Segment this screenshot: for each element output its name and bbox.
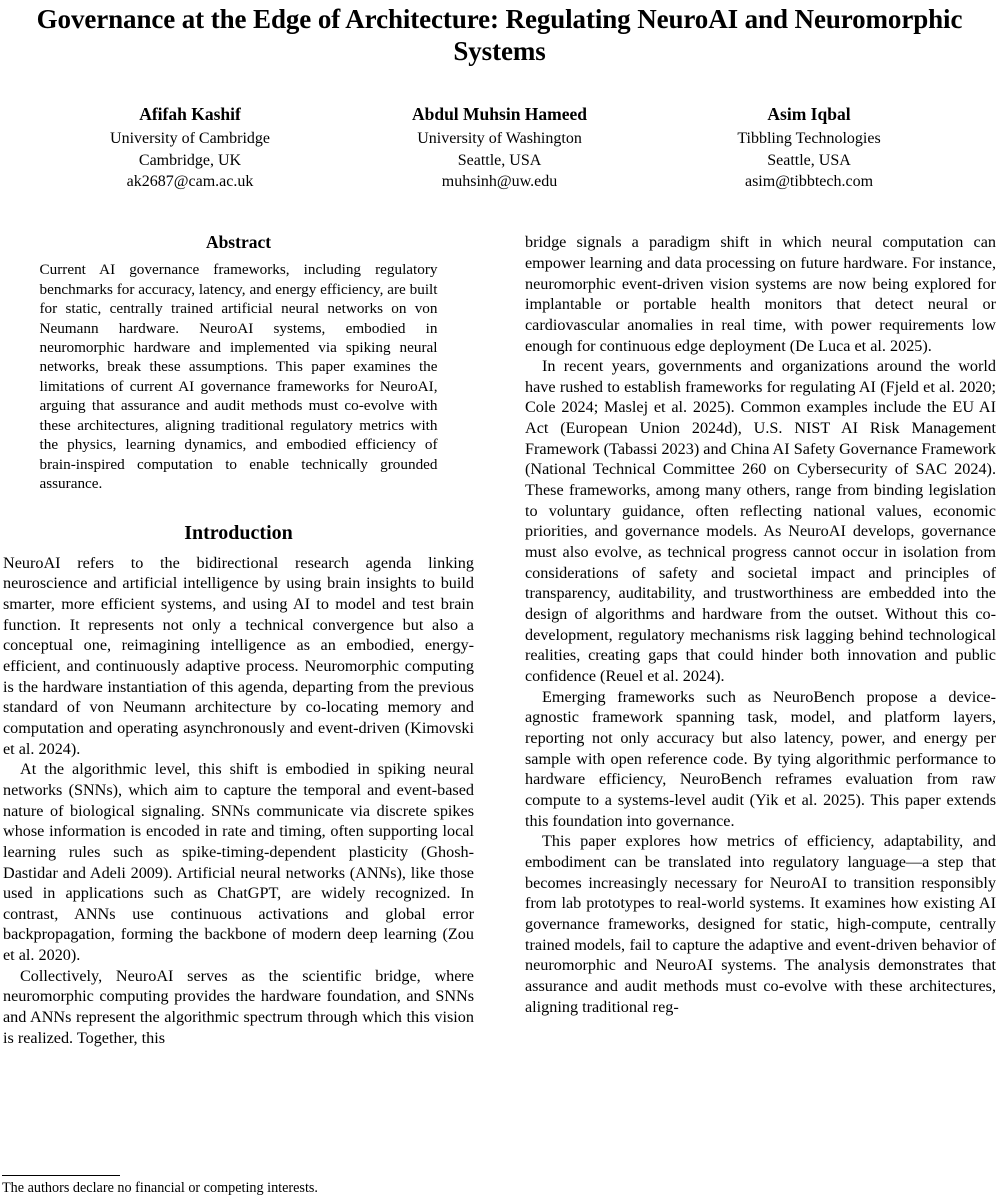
author-affiliation: University of Cambridge — [110, 130, 270, 148]
footnote-text: The authors declare no financial or competing interests. — [2, 1180, 318, 1197]
intro-paragraph: Collectively, NeuroAI serves as the scientific bridge, where neuromorphic computing provides the hardware foundation, and SNNs and ANNs represent the algorithmic spectrum through which this vision is realized. Together, this — [3, 966, 474, 1047]
two-column-body — [0, 232, 999, 1197]
left-column — [2, 232, 474, 1197]
author-email: ak2687@cam.ac.uk — [126, 172, 254, 190]
author-location: Seattle, USA — [457, 151, 542, 169]
paper-page — [0, 4, 999, 1204]
author-block — [659, 103, 959, 192]
body-paragraph: bridge signals a paradigm shift in which neural computation can empower learning and data processing on future hardware. For instance, neuromorphic event-driven vision systems are now being explored for implantable or portable health monitors that detect neural or cardiovascular anomalies in real time, with power requirements low enough for continuous edge deployment (De Luca et al. 2025). — [525, 233, 996, 355]
page-title: Governance at the Edge of Architecture: Regulating NeuroAI and Neuromorphic Systems — [36, 4, 963, 66]
abstract-heading: Abstract — [205, 232, 272, 253]
author-name: Asim Iqbal — [767, 104, 851, 125]
body-paragraph: This paper explores how metrics of efficiency, adaptability, and embodiment can be translated into regulatory language—a step that becomes increasingly necessary for NeuroAI to transition responsibly from lab prototypes to real-world systems. It examines how existing AI governance frameworks, designed for static, high-compute, centrally trained models, fail to capture the adaptive and event-driven behavior of neuromorphic and NeuroAI systems. The analysis demonstrates that assurance and audit methods must co-evolve with these architectures, aligning traditional reg- — [525, 832, 996, 1016]
author-email: asim@tibbtech.com — [744, 172, 874, 190]
body-paragraph: In recent years, governments and organizations around the world have rushed to establish frameworks for regulating AI (Fjeld et al. 2020; Cole 2024; Maslej et al. 2025). Common examples include the EU AI Act (European Union 2024d), U.S. NIST AI Risk Management Framework (Tabassi 2023) and China AI Safety Governance Framework (National Technical Committee 260 on Cybersecurity of SAC 2024). These frameworks, among many others, range from binding legislation to voluntary guidance, often reflecting national values, economic priorities, and governance models. As NeuroAI develops, governance must also evolve, as technical progress cannot occur in isolation from considerations of safety and societal impact and principles of transparency, auditability, and trustworthiness are embedded into the design of algorithms and hardware from the outset. Without this co-development, regulatory mechanisms risk lagging behind technological realities, creating gaps that could hinder both innovation and public confidence (Reuel et al. 2024). — [525, 357, 996, 685]
author-name: Afifah Kashif — [139, 104, 241, 125]
footnote-rule — [2, 1175, 120, 1176]
introduction-heading: Introduction — [184, 521, 293, 544]
author-name: Abdul Muhsin Hameed — [411, 104, 588, 125]
author-affiliation: University of Washington — [417, 130, 582, 148]
intro-paragraph: NeuroAI refers to the bidirectional research agenda linking neuroscience and artificial intelligence by using brain insights to build smarter, more efficient systems, and using AI to model and test brain function. It represents not only a technical convergence but also a conceptual one, reimagining intelligence as an embodied, energy-efficient, and continuously adaptive process. Neuromorphic computing is the hardware instantiation of this agenda, departing from the previous standard of von Neumann architecture by co-locating memory and computation and operating asynchronously and event-driven (Kimovski et al. 2024). — [3, 553, 474, 758]
author-location: Cambridge, UK — [138, 151, 242, 169]
author-block — [350, 103, 650, 192]
abstract-text: Current AI governance frameworks, including regulatory benchmarks for accuracy, latency, and energy efficiency, are built for static, centrally trained artificial neural networks on von Neumann hardware. NeuroAI systems, embodied in neuromorphic hardware and implemented via spiking neural networks, break these assumptions. This paper examines the limitations of current AI governance frameworks for NeuroAI, arguing that assurance and audit methods must co-evolve with these architectures, aligning traditional regulatory metrics with the physics, learning dynamics, and embodied efficiency of brain-inspired computation to enable technically grounded assurance. — [39, 261, 438, 493]
body-paragraph: Emerging frameworks such as NeuroBench propose a device-agnostic framework spanning task, model, and platform layers, reporting not only accuracy but also latency, power, and energy per sample with open reference code. By tying algorithmic performance to hardware efficiency, NeuroBench reframes evaluation from raw compute to a systems-level audit (Yik et al. 2025). This paper extends this foundation into governance. — [525, 687, 996, 830]
author-location: Seattle, USA — [767, 151, 851, 169]
intro-paragraph: At the algorithmic level, this shift is embodied in spiking neural networks (SNNs), which aim to capture the temporal and event-based nature of biological signaling. SNNs communicate via discrete spikes whose information is encoded in rate and timing, often supporting local learning rules such as spike-timing-dependent plasticity (Ghosh-Dastidar and Adeli 2009). Artificial neural networks (ANNs), like those used in applications such as ChatGPT, are widely recognized. In contrast, ANNs use continuous activations and global error backpropagation, forming the backbone of modern deep learning (Zou et al. 2020). — [3, 760, 474, 965]
author-list — [40, 103, 959, 192]
right-column — [525, 232, 996, 1048]
author-affiliation: Tibbling Technologies — [737, 130, 881, 148]
author-block — [40, 103, 340, 192]
author-email: muhsinh@uw.edu — [441, 172, 558, 190]
footnote — [2, 1175, 473, 1198]
